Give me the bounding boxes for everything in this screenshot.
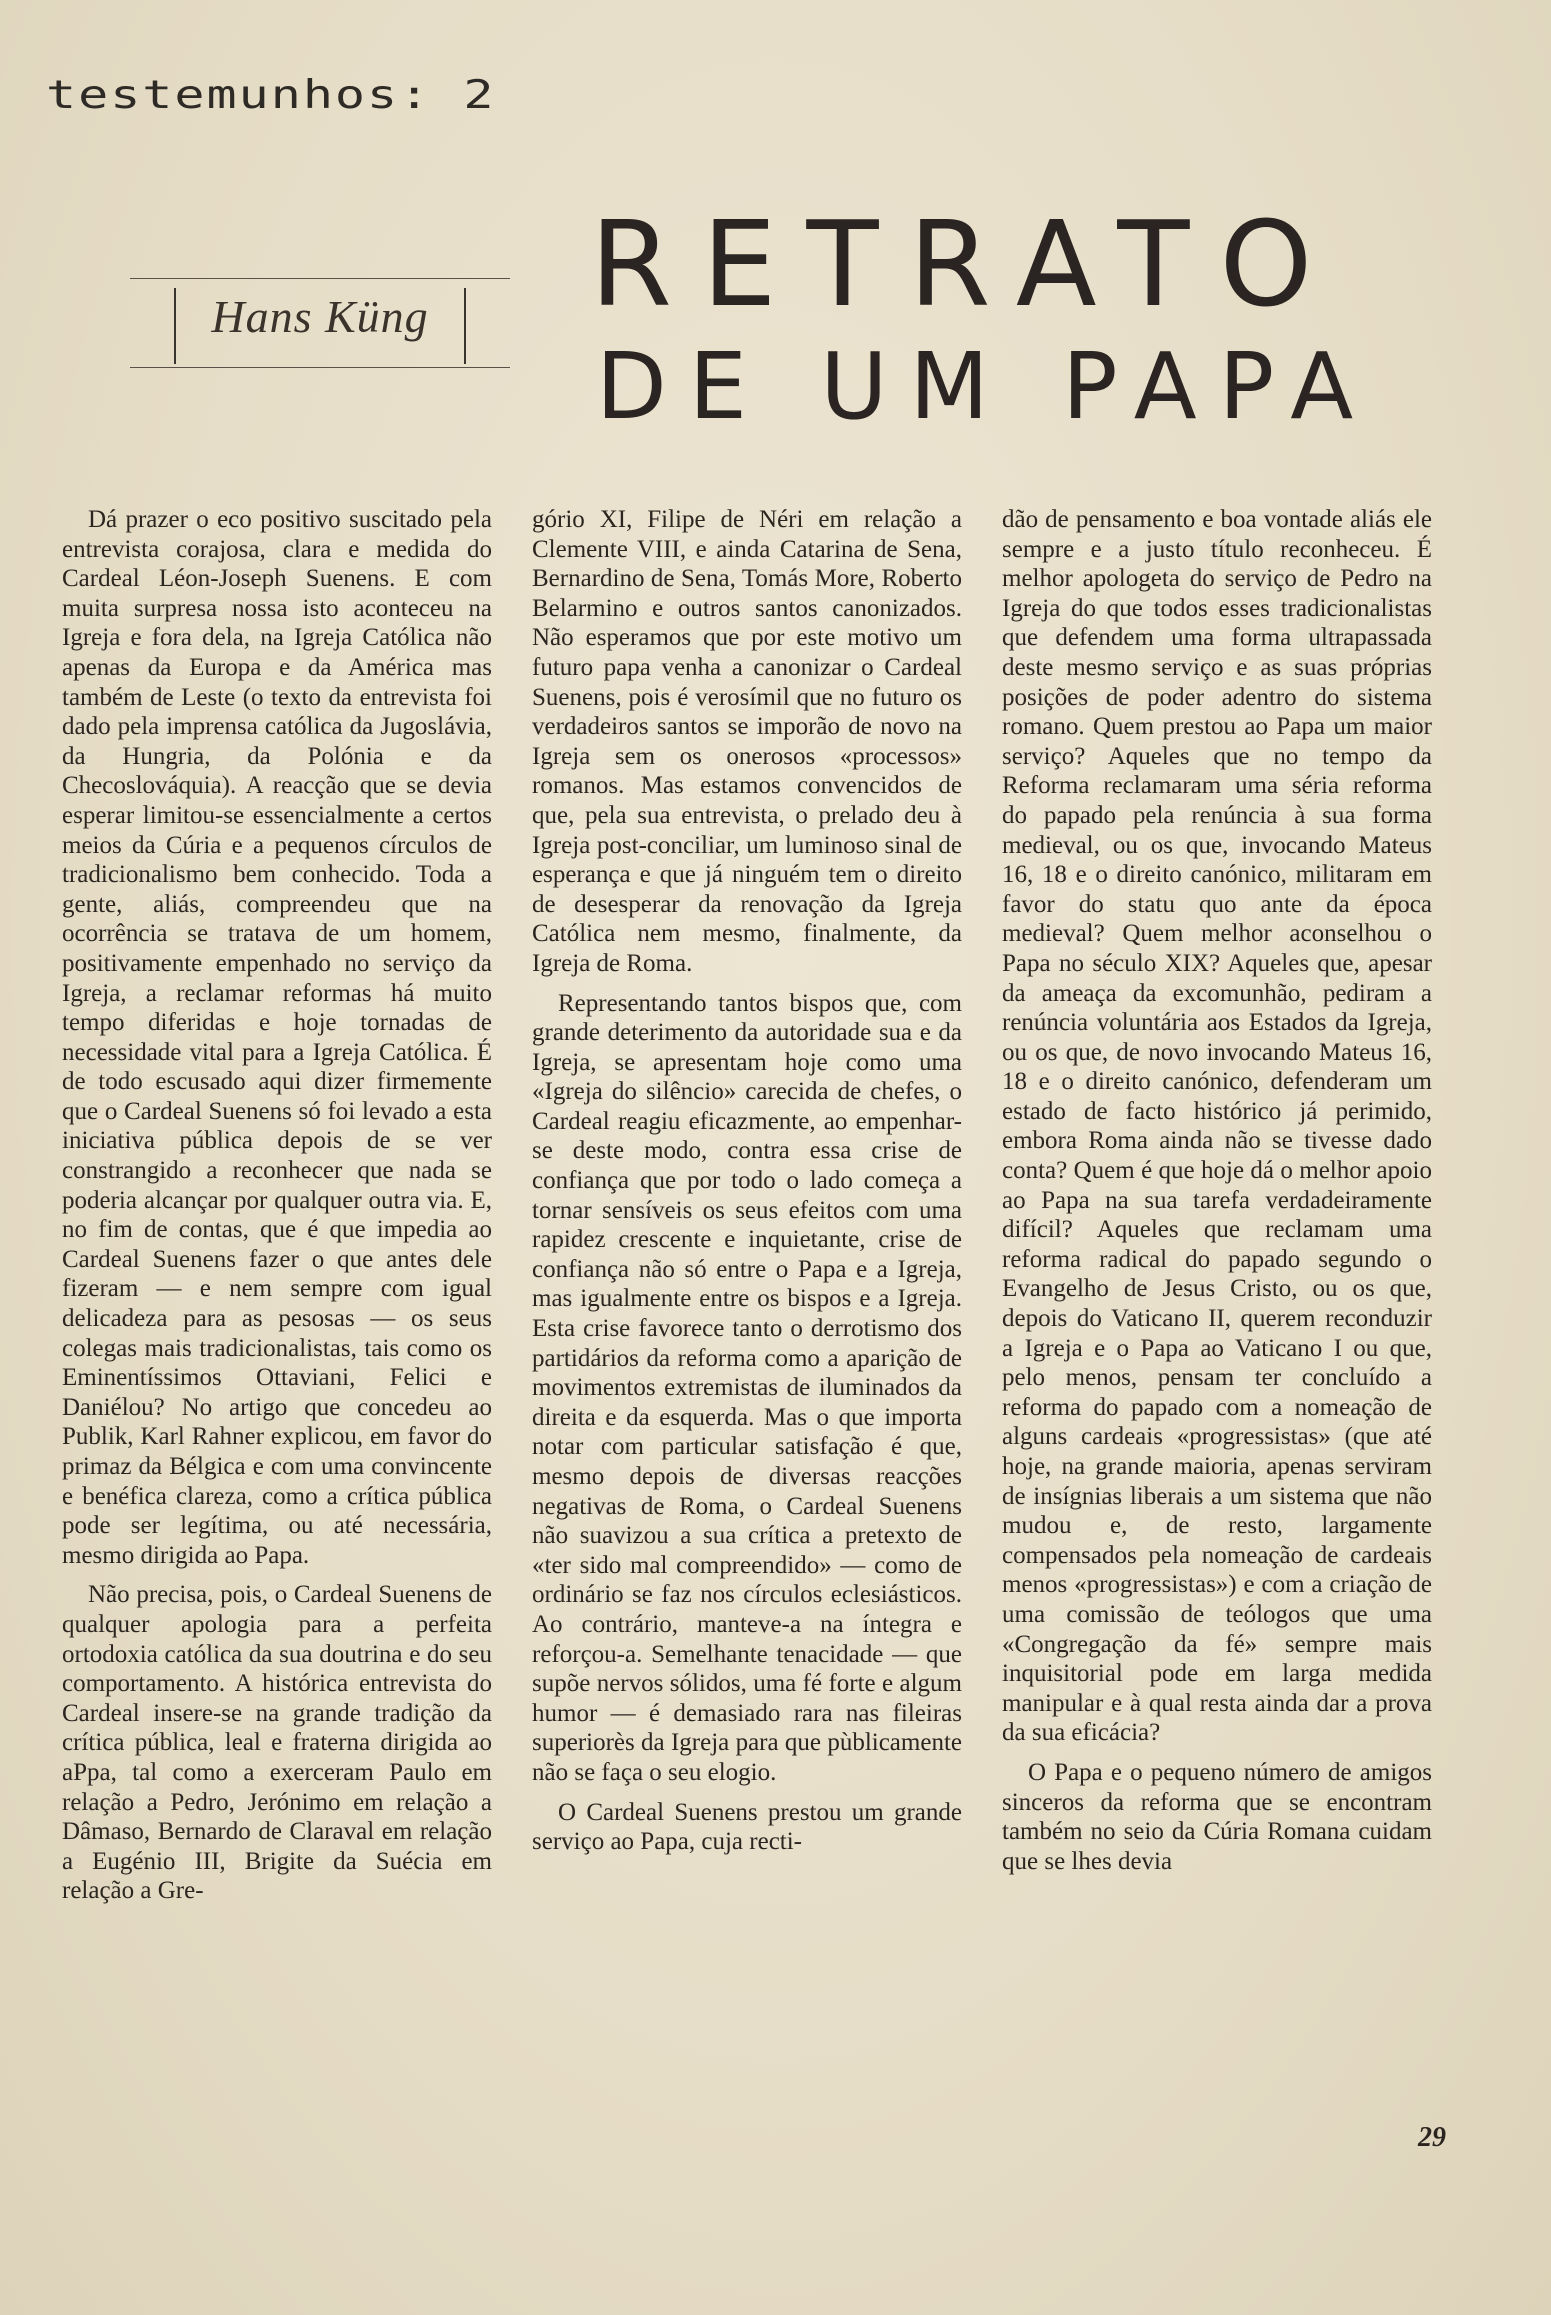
- author-box-bottom-rule: [130, 367, 510, 368]
- author-box-left-bar: [174, 288, 176, 364]
- paragraph: dão de pensamento e boa vontade aliás ele sempre e a justo título reconheceu. É melhor apologeta do serviço de Pedro na Igreja do que todos esses tradicionalistas que defendem uma forma ultrapassada deste mesmo serviço e as suas próprias posições de poder adentro do sistema romano. Quem prestou ao Papa um maior serviço? Aqueles que no tempo da Reforma reclamaram uma séria reforma do papado pela renúncia à sua forma medieval, ou os que, invocando Mateus 16, 18 e o direito canónico, militaram em favor do statu quo ante da época medieval? Quem melhor aconselhou o Papa no século XIX? Aqueles que, apesar da ameaça da excomunhão, pediram a renúncia voluntária aos Estados da Igreja, ou os que, de novo invocando Mateus 16, 18 e o direito canónico, defenderam um estado de facto histórico já perimido, embora Roma ainda não se tivesse dado conta? Quem é que hoje dá o melhor apoio ao Papa na sua tarefa verdadeiramente difícil? Aqueles que reclamam uma reforma radical do papado segundo o Evangelho de Jesus Cristo, ou os que, depois do Vaticano II, querem reconduzir a Igreja e o Papa ao Vaticano I ou que, pelo menos, pensam ter concluído a reforma do papado com a nomeação de alguns cardeais «progressistas» (que até hoje, na grande maioria, apenas serviram de insígnias liberais a um sistema que não mudou e, de resto, largamente compensados pela nomeação de cardeais menos «progressistas») e com a criação de uma comissão de teólogos que uma «Congregação da fé» sempre mais inquisitorial pode em larga medida manipular e à qual resta ainda dar a prova da sua eficácia?: [1002, 506, 1432, 1747]
- section-label: testemunhos: 2: [46, 72, 496, 118]
- article-title-line2: DE UM PAPA: [596, 333, 1376, 440]
- paragraph: O Cardeal Suenens prestou um grande serviço ao Papa, cuja recti-: [532, 1798, 962, 1856]
- article-title-line1: RETRATO: [590, 195, 1343, 333]
- paragraph: Não precisa, pois, o Cardeal Suenens de qualquer apologia para a perfeita ortodoxia católica da sua doutrina e do seu comportamento. A histórica entrevista do Cardeal insere-se na grande tradição da crítica pública, leal e fraterna dirigida ao aPpa, tal como a exerceram Paulo em relação a Pedro, Jerónimo em relação a Dâmaso, Bernardo de Claraval em relação a Eugénio III, Brigite da Suécia em relação a Gre-: [62, 1581, 492, 1905]
- text-column-3: [1002, 505, 1432, 1906]
- paragraph: Dá prazer o eco positivo suscitado pela entrevista corajosa, clara e medida do Cardeal Léon-Joseph Suenens. E com muita surpresa nossa isto aconteceu na Igreja e fora dela, na Igreja Católica não apenas da Europa e da América mas também de Leste (o texto da entrevista foi dado pela imprensa católica da Jugoslávia, da Hungria, da Polónia e da Checoslováquia). A reacção que se devia esperar limitou-se essencialmente a certos meios da Cúria e a pequenos círculos de tradicionalismo bem conhecido. Toda a gente, aliás, compreendeu que na ocorrência se tratava de um homem, positivamente empenhado no serviço da Igreja, a reclamar reformas há muito tempo diferidas e hoje tornadas de necessidade vital para a Igreja Católica. É de todo escusado aqui dizer firmemente que o Cardeal Suenens só foi levado a esta iniciativa pública depois de se ver constrangido a reconhecer que nada se poderia alcançar por qualquer outra via. E, no fim de contas, que é que impedia ao Cardeal Suenens fazer o que antes dele fizeram — e nem sempre com igual delicadeza para as pesosas — os seus colegas mais tradicionalistas, tais como os Eminentíssimos Ottaviani, Felici e Daniélou? No artigo que concedeu ao Publik, Karl Rahner explicou, em favor do primaz da Bélgica e com uma convincente e benéfica clareza, como a crítica pública pode ser legítima, ou até necessária, mesmo dirigida ao Papa.: [62, 506, 492, 1569]
- page-number: 29: [1418, 2122, 1446, 2153]
- text-column-2: [532, 505, 962, 1906]
- article-body: [62, 505, 1452, 1906]
- author-name: Hans Küng: [211, 291, 429, 342]
- paragraph: Representando tantos bispos que, com grande deterimento da autoridade sua e da Igreja, se apresentam hoje como uma «Igreja do silêncio» carecida de chefes, o Cardeal reagiu eficazmente, ao empenhar-se deste modo, contra essa crise de confiança que por todo o lado começa a tornar sensíveis os seus efeitos com uma rapidez crescente e inquietante, crise de confiança não só entre o Papa e a Igreja, mas igualmente entre os bispos e a Igreja. Esta crise favorece tanto o derrotismo dos partidários da reforma como a aparição de movimentos extremistas de iluminados da direita e da esquerda. Mas o que importa notar com particular satisfação é que, mesmo depois de diversas reacções negativas de Roma, o Cardeal Suenens não suavizou a sua crítica a pretexto de «ter sido mal compreendido» — como de ordinário se faz nos círculos eclesiásticos. Ao contrário, manteve-a na íntegra e reforçou-a. Semelhante tenacidade — que supõe nervos sólidos, uma fé forte e algum humor — é demasiado rara nas fileiras superiorès da Igreja para que pùblicamente não se faça o seu elogio.: [532, 989, 962, 1786]
- author-box-right-bar: [464, 288, 466, 364]
- author-box: [130, 278, 510, 368]
- text-column-1: [62, 505, 492, 1906]
- paragraph: gório XI, Filipe de Néri em relação a Clemente VIII, e ainda Catarina de Sena, Bernardino de Sena, Tomás More, Roberto Belarmino e outros santos canonizados. Não esperamos que por este motivo um futuro papa venha a canonizar o Cardeal Suenens, pois é verosímil que no futuro os verdadeiros santos se imporão de novo na Igreja sem os onerosos «processos» romanos. Mas estamos convencidos de que, pela sua entrevista, o prelado deu à Igreja post-conciliar, um luminoso sinal de esperança e que já ninguém tem o direito de desesperar da renovação da Igreja Católica nem mesmo, finalmente, da Igreja de Roma.: [532, 506, 962, 977]
- paragraph: O Papa e o pequeno número de amigos sinceros da reforma que se encontram também no seio da Cúria Romana cuidam que se lhes devia: [1002, 1758, 1432, 1875]
- author-box-top-rule: [130, 278, 510, 279]
